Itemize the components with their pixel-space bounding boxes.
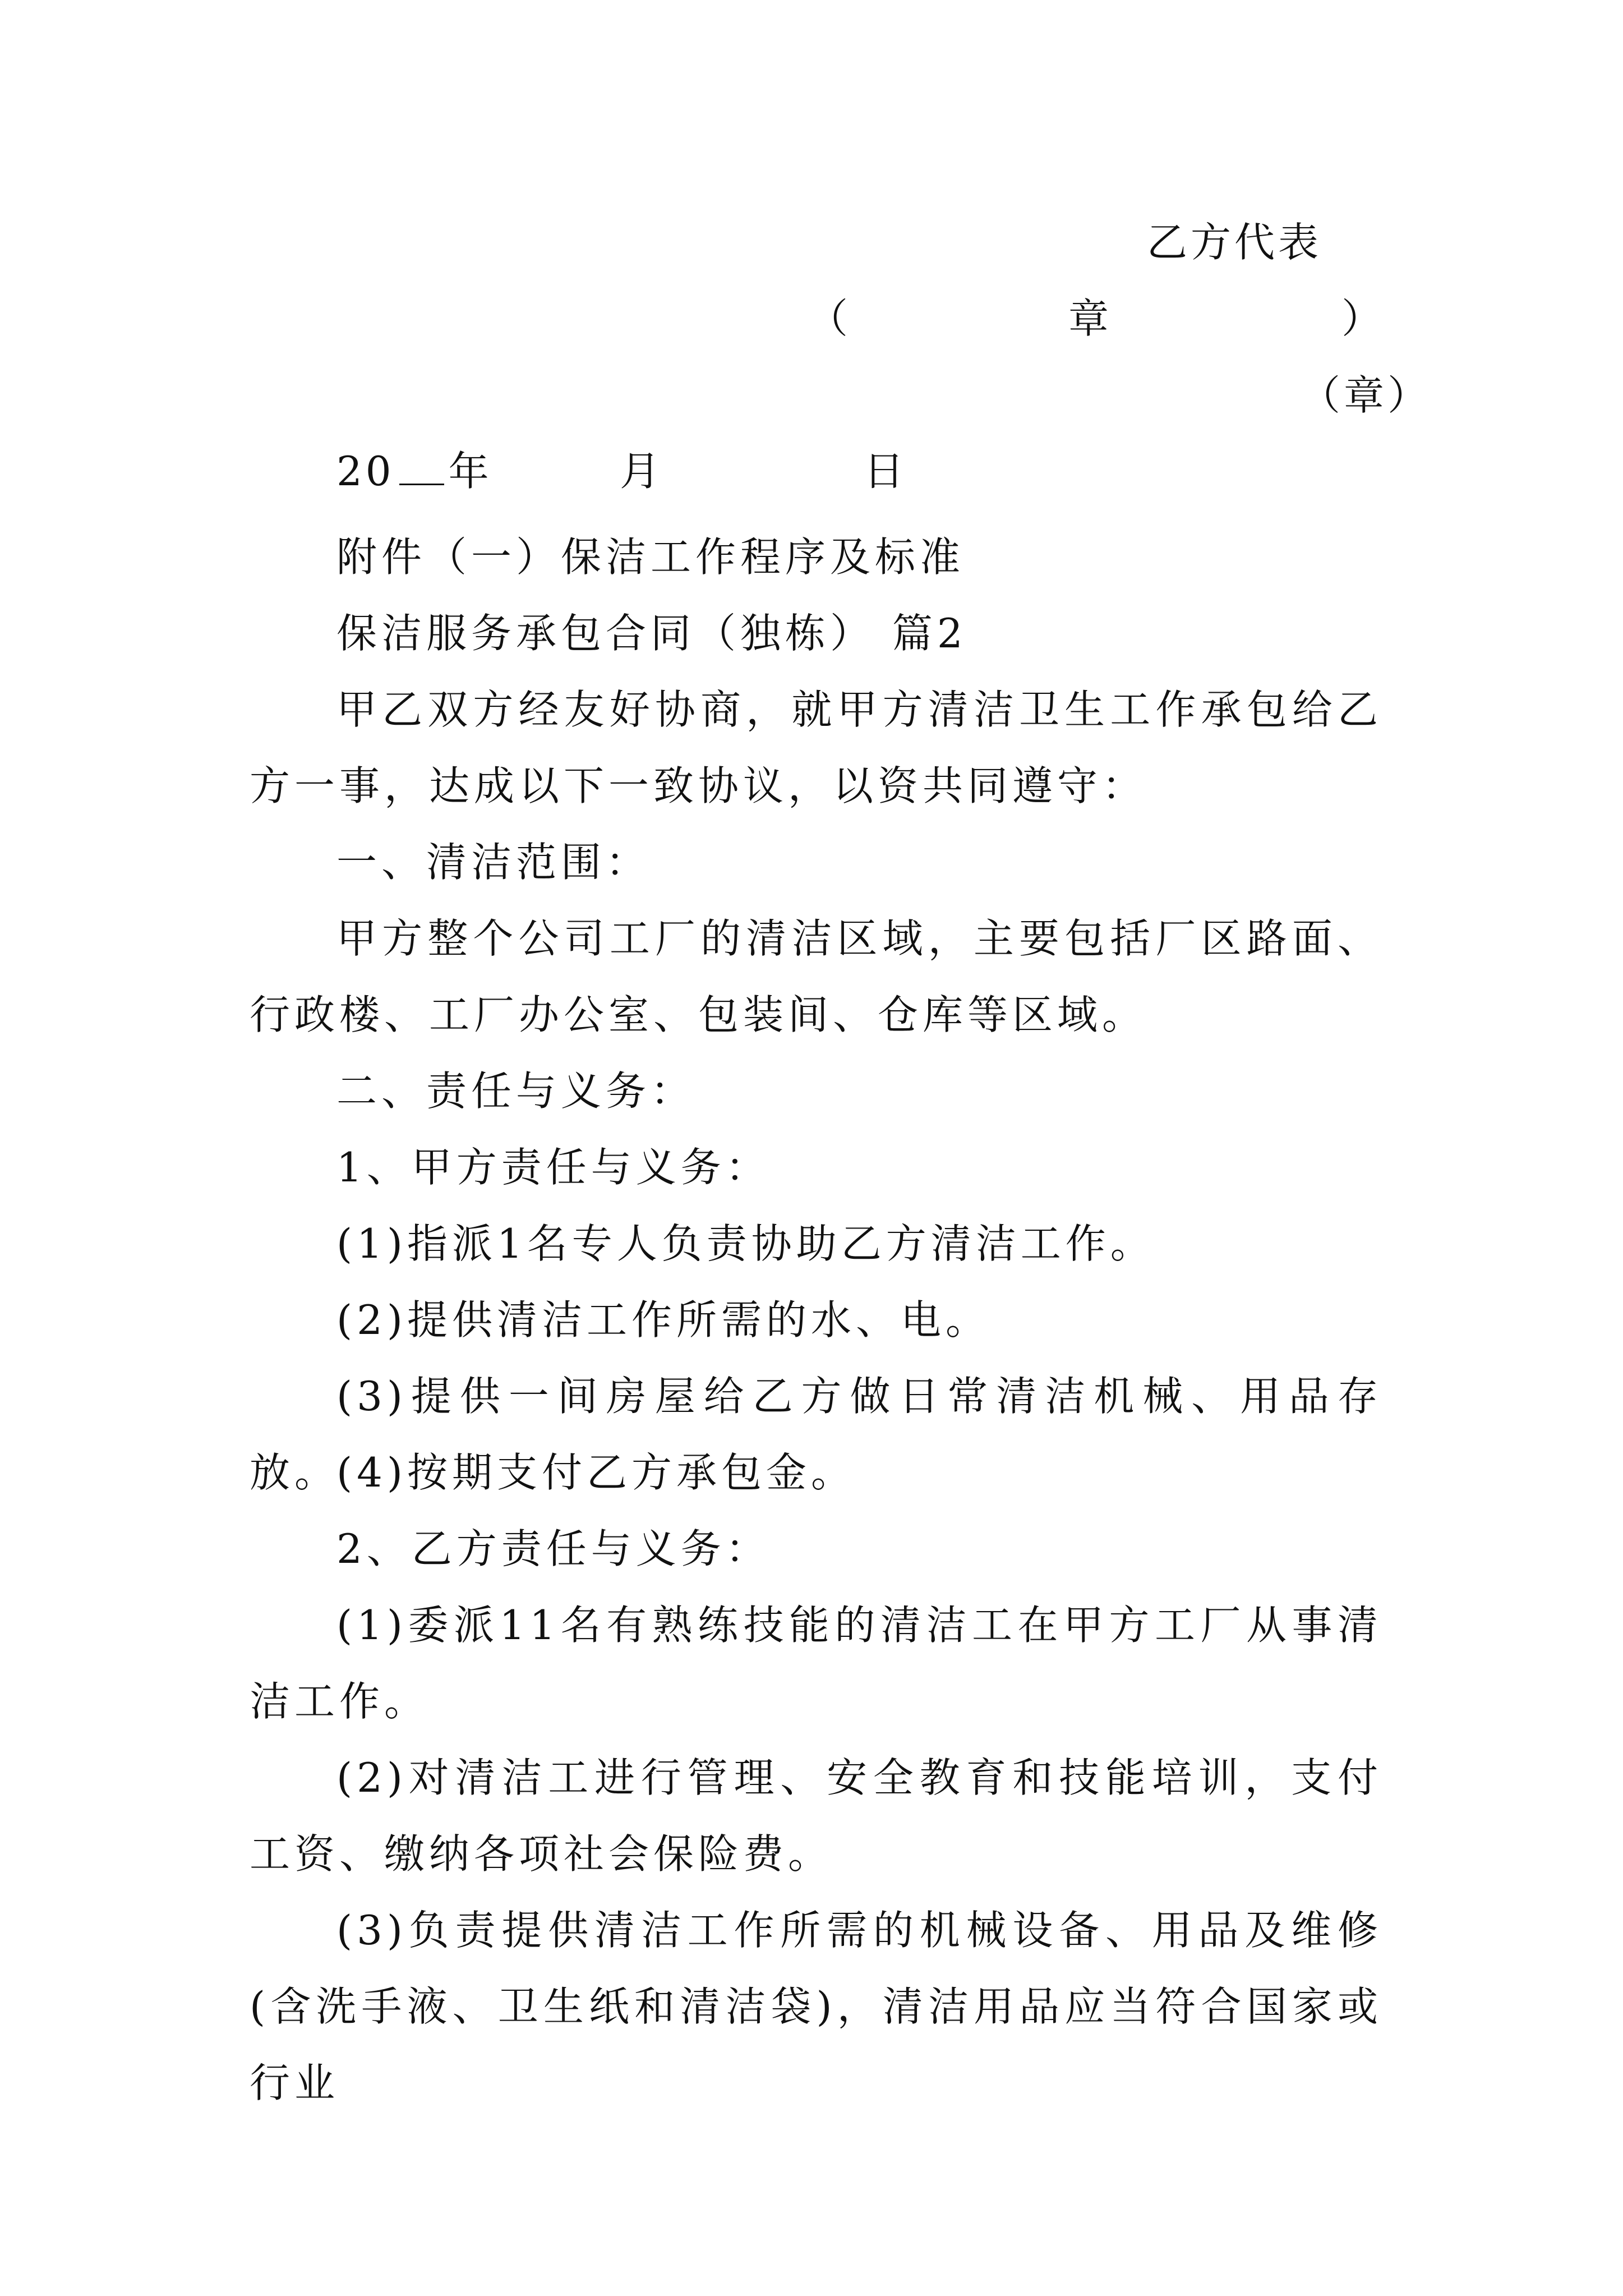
section1-heading: 一、清洁范围： xyxy=(336,839,651,886)
party-a-item-2: (2)提供清洁工作所需的水、电。 xyxy=(336,1296,990,1343)
party-b-representative-label: 乙方代表 xyxy=(1147,219,1322,266)
seal-close-paren: ） xyxy=(1341,295,1386,342)
party-b-item-3: (3)负责提供清洁工作所需的机械设备、用品及维修(含洗手液、卫生纸和清洁袋)，清洁用品应当符合国家或行业 xyxy=(250,1907,1382,2106)
seal-label: 章 xyxy=(1068,295,1113,342)
date-month: 月 xyxy=(620,448,664,495)
intro-paragraph: 甲乙双方经友好协商，就甲方清洁卫生工作承包给乙方一事，达成以下一致协议，以资共同遵守： xyxy=(250,686,1382,809)
party-b-heading: 2、乙方责任与义务： xyxy=(336,1525,771,1572)
date-year xyxy=(336,446,492,496)
party-b-item-2: (2)对清洁工进行管理、安全教育和技能培训，支付工资、缴纳各项社会保险费。 xyxy=(250,1754,1382,1878)
date-year-suffix: 年 xyxy=(448,448,492,495)
attachment-title: 附件（一）保洁工作程序及标准 xyxy=(336,533,965,581)
date-day: 日 xyxy=(864,448,908,495)
party-a-heading: 1、甲方责任与义务： xyxy=(336,1144,771,1191)
seal-label-secondary: （章） xyxy=(1300,372,1432,419)
party-b-item-1: (1)委派11名有熟练技能的清洁工在甲方工厂从事清洁工作。 xyxy=(250,1602,1382,1725)
party-a-item-1: (1)指派1名专人负责协助乙方清洁工作。 xyxy=(336,1220,1155,1267)
date-year-blank xyxy=(399,449,444,485)
date-year-prefix: 20 xyxy=(336,448,395,495)
party-a-item-4: (4)按期支付乙方承包金。 xyxy=(336,1449,856,1496)
section1-text: 甲方整个公司工厂的清洁区域，主要包括厂区路面、行政楼、工厂办公室、包装间、仓库等区域。 xyxy=(250,915,1382,1038)
contract-title: 保洁服务承包合同（独栋） 篇2 xyxy=(336,610,967,657)
party-a-item-3: (3)提供一间房屋给乙方做日常清洁机械、用品存放。 xyxy=(250,1373,1382,1496)
seal-open-paren: （ xyxy=(808,295,852,342)
section2-heading: 二、责任与义务： xyxy=(336,1068,696,1115)
